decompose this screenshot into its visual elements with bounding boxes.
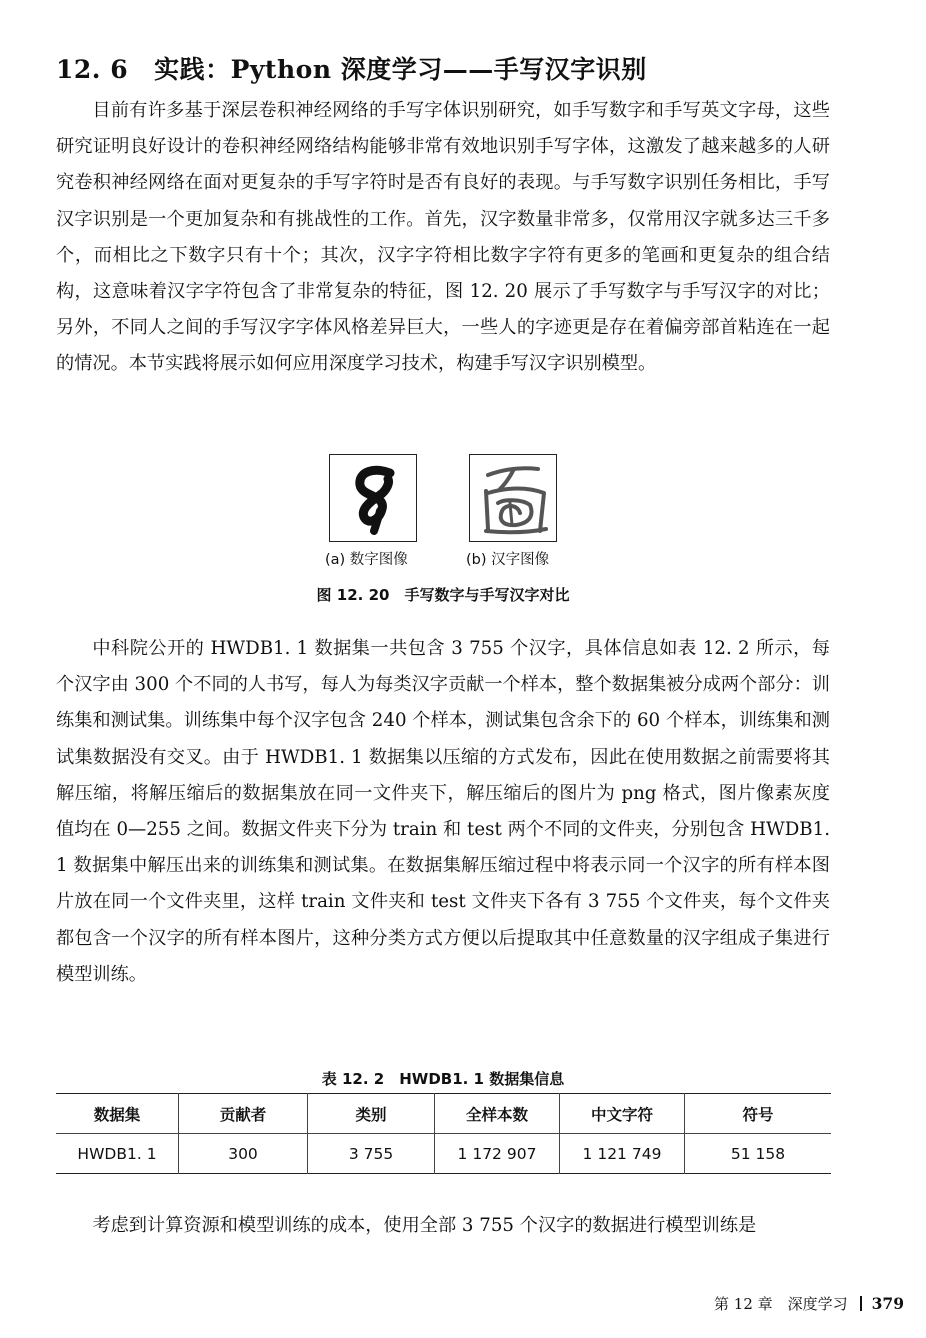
table-cell: 51 158 <box>730 1144 786 1163</box>
section-title: 实践：Python 深度学习——手写汉字识别 <box>154 55 647 84</box>
table-header-cell: 类别 <box>308 1094 435 1134</box>
handwritten-digit-image <box>329 454 417 542</box>
table-cell: HWDB1. 1 <box>56 1134 179 1174</box>
table-header-cell: 贡献者 <box>179 1094 308 1134</box>
handwritten-character-image <box>469 454 557 542</box>
table-cell: 1 172 907 <box>435 1134 560 1174</box>
table-cell: 1 121 749 <box>560 1134 685 1174</box>
page-number: 379 <box>871 1294 904 1313</box>
table-header-cell: 中文字符 <box>560 1094 685 1134</box>
page-footer <box>714 1293 904 1314</box>
body-paragraph: 考虑到计算资源和模型训练的成本，使用全部 3 755 个汉字的数据进行模型训练是 <box>92 1215 757 1236</box>
figure-title: 图 12. 20 手写数字与手写汉字对比 <box>316 586 570 604</box>
table-header-cell: 全样本数 <box>435 1094 560 1134</box>
chinese-character-drawing <box>470 455 556 541</box>
section-heading <box>56 50 856 86</box>
table-cell: 3 755 <box>308 1134 435 1174</box>
body-paragraph: 中科院公开的 HWDB1. 1 数据集一共包含 3 755 个汉字，具体信息如表 12. 2 所示，每个汉字由 300 个不同的人书写，每人为每类汉字贡献一个样本，整个数据集被分成两个部分：训练集和测试集。训练集中每个汉字包含 240 个样本，测试集包含余下的 60 个样本，训练集和测试集数据没有交叉。由于 HWDB1. 1 数据集以压缩的方式发布，因此在使用数据之前需要将其解压缩，将解压缩后的数据集放在同一文件夹下，解压缩后的图片为 png 格式，图片像素灰度值均在 0—255 之间。数据文件夹下分为 train 和 test 两个不同的文件夹，分别包含 HWDB1. 1 数据集中解压出来的训练集和测试集。在数据集解压缩过程中将表示同一个汉字的所有样本图片放在同一个文件夹里，这样 train 文件夹和 test 文件夹下各有 3 755 个文件夹，每个文件夹都包含一个汉字的所有样本图片，这种分类方式方便以后提取其中任意数量的汉字组成子集进行模型训练。 <box>56 638 830 985</box>
dataset-info-table <box>56 1093 831 1174</box>
section-number: 12. 6 <box>56 55 129 84</box>
digit-eight-drawing <box>330 455 416 541</box>
table-row <box>56 1134 831 1174</box>
table-header-cell: 数据集 <box>56 1094 179 1134</box>
table-cell: 300 <box>179 1134 308 1174</box>
table-header-cell: 符号 <box>742 1105 774 1124</box>
figure-12-20 <box>0 451 926 611</box>
table-title: 表 12. 2 HWDB1. 1 数据集信息 <box>321 1070 565 1088</box>
footer-chapter: 第 12 章 深度学习 <box>714 1295 848 1313</box>
figure-caption-a: (a) 数字图像 <box>325 552 408 568</box>
body-paragraph: 目前有许多基于深层卷积神经网络的手写字体识别研究，如手写数字和手写英文字母，这些研究证明良好设计的卷积神经网络结构能够非常有效地识别手写字体，这激发了越来越多的人研究卷积神经网络在面对更复杂的手写字符时是否有良好的表现。与手写数字识别任务相比，手写汉字识别是一个更加复杂和有挑战性的工作。首先，汉字数量非常多，仅常用汉字就多达三千多个，而相比之下数字只有十个；其次，汉字字符相比数字字符有更多的笔画和更复杂的组合结构，这意味着汉字字符包含了非常复杂的特征，图 12. 20 展示了手写数字与手写汉字的对比；另外，不同人之间的手写汉字字体风格差异巨大，一些人的字迹更是存在着偏旁部首粘连在一起的情况。本节实践将展示如何应用深度学习技术，构建手写汉字识别模型。 <box>56 100 830 375</box>
table-header-row <box>56 1094 831 1134</box>
figure-caption-b: (b) 汉字图像 <box>466 552 550 568</box>
footer-divider <box>860 1296 862 1311</box>
